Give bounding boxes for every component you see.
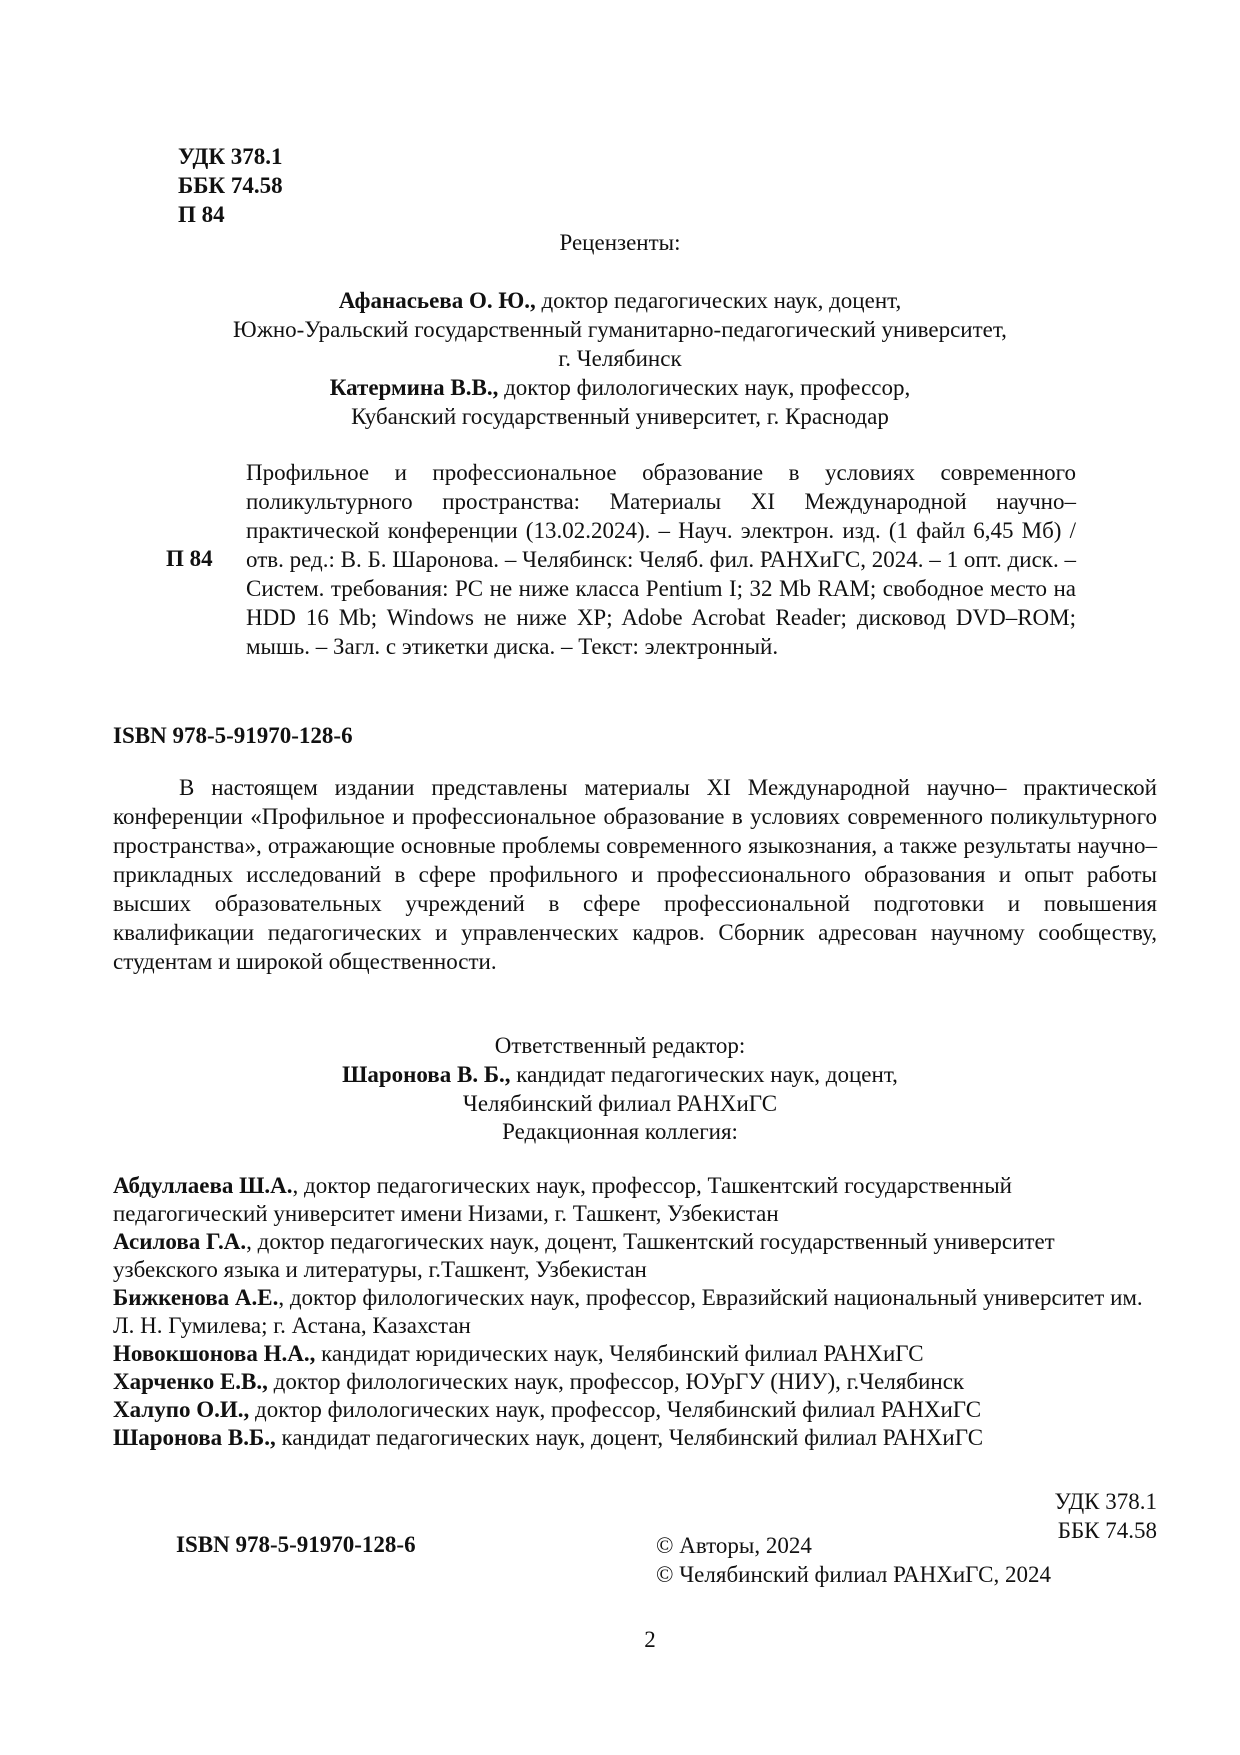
- copyright-authors: © Авторы, 2024: [656, 1533, 812, 1558]
- board-member-name: Бижкенова А.Е.: [113, 1285, 279, 1310]
- board-member-name: Шаронова В.Б.,: [113, 1425, 276, 1450]
- editor-line: [0, 1060, 1240, 1089]
- board-member-name: Новокшонова Н.А.,: [113, 1341, 316, 1366]
- board-member-name: Харченко Е.В.,: [113, 1369, 268, 1394]
- reviewer-2-title: доктор филологических наук, профессор,: [498, 375, 911, 400]
- bibliographic-description: Профильное и профессиональное образование в условиях современного поликультурного пространства: Материалы XI Международной научно–практической конференции (13.02.2024). – Науч. электрон. изд. (1 файл 6,45 Мб) / отв. ред.: В. Б. Шаронова. – Челябинск: Челяб. фил. РАНХиГС, 2024. – 1 опт. диск. – Систем. требования: PC не ниже класса Pentium I; 32 Mb RAM; свободное место на HDD 16 Mb; Windows не ниже XP; Adobe Acrobat Reader; дисковод DVD–ROM; мышь. – Загл. с этикетки диска. – Текст: электронный.: [246, 460, 1076, 659]
- board-member: [113, 1284, 1157, 1340]
- editor-org: Челябинский филиал РАНХиГС: [462, 1091, 778, 1116]
- board-member: [113, 1424, 1157, 1452]
- classification-codes: [178, 142, 283, 229]
- reviewer-2-org: Кубанский государственный университет, г. Краснодар: [351, 404, 889, 429]
- reviewer-1-title: доктор педагогических наук, доцент,: [535, 288, 902, 313]
- footer-bbk: ББК 74.58: [1057, 1518, 1157, 1543]
- board-member-info: кандидат юридических наук, Челябинский филиал РАНХиГС: [315, 1341, 924, 1366]
- footer-isbn: ISBN 978-5-91970-128-6: [176, 1532, 416, 1557]
- reviewer-1-name: Афанасьева О. Ю.,: [338, 288, 536, 313]
- reviewers-list: [160, 286, 1080, 431]
- reviewer-1-org: Южно-Уральский государственный гуманитарно-педагогический университет,: [233, 317, 1007, 342]
- reviewer-2-name: Катермина В.В.,: [329, 375, 499, 400]
- board-member-info: доктор филологических наук, профессор, Челябинский филиал РАНХиГС: [249, 1397, 982, 1422]
- reviewers-heading: Рецензенты:: [559, 230, 681, 255]
- board-member-name: Халупо О.И.,: [113, 1397, 250, 1422]
- board-member: [113, 1172, 1157, 1228]
- editor-name: Шаронова В. Б.,: [342, 1062, 511, 1087]
- board-member: [113, 1368, 1157, 1396]
- editorial-board: [113, 1172, 1157, 1452]
- abstract-text: В настоящем издании представлены материалы XI Международной научно– практической конференции «Профильное и профессиональное образование в условиях современного поликультурного пространства», отражающие основные проблемы современного языкознания, а также результаты научно–прикладных исследований в сфере профильного и профессионального образования и опыт работы высших образовательных учреждений в сфере профессиональной подготовки и повышения квалификации педагогических и управленческих кадров. Сборник адресован научному сообществу, студентам и широкой общественности.: [113, 775, 1157, 974]
- footer-udk: УДК 378.1: [1054, 1489, 1157, 1514]
- board-member: [113, 1228, 1157, 1284]
- board-member-name: Абдуллаева Ш.А.: [113, 1173, 293, 1198]
- description-author-mark: П 84: [166, 546, 213, 571]
- board-member-info: доктор филологических наук, профессор, ЮУрГУ (НИУ), г.Челябинск: [267, 1369, 965, 1394]
- board-member-info: , доктор педагогических наук, доцент, Ташкентский государственный университет узбекского языка и литературы, г.Ташкент, Узбекистан: [113, 1229, 1055, 1282]
- board-member: [113, 1340, 1157, 1368]
- board-member-info: , доктор филологических наук, профессор, Евразийский национальный университет им. Л. Н. Гумилева; г. Астана, Казахстан: [113, 1285, 1143, 1338]
- board-member-info: , доктор педагогических наук, профессор, Ташкентский государственный педагогический университет имени Низами, г. Ташкент, Узбекистан: [113, 1173, 1012, 1226]
- isbn: ISBN 978-5-91970-128-6: [113, 723, 353, 748]
- board-member-info: кандидат педагогических наук, доцент, Челябинский филиал РАНХиГС: [275, 1425, 984, 1450]
- copyright: [656, 1531, 1051, 1589]
- reviewer-1-line: [160, 286, 1080, 315]
- author-mark: П 84: [178, 202, 225, 227]
- abstract: [113, 773, 1157, 976]
- board-member-name: Асилова Г.А.: [113, 1229, 247, 1254]
- editorial-board-heading: Редакционная коллегия:: [502, 1119, 738, 1144]
- responsible-editor: [0, 1031, 1240, 1118]
- udk-code: УДК 378.1: [178, 144, 283, 169]
- board-member: [113, 1396, 1157, 1424]
- reviewer-1-city: г. Челябинск: [558, 346, 682, 371]
- page-number: 2: [644, 1627, 656, 1652]
- bbk-code: ББК 74.58: [178, 173, 283, 198]
- copyright-org: © Челябинский филиал РАНХиГС, 2024: [656, 1562, 1051, 1587]
- editor-title: кандидат педагогических наук, доцент,: [510, 1062, 898, 1087]
- reviewer-2-line: [160, 373, 1080, 402]
- editor-heading: Ответственный редактор:: [494, 1033, 746, 1058]
